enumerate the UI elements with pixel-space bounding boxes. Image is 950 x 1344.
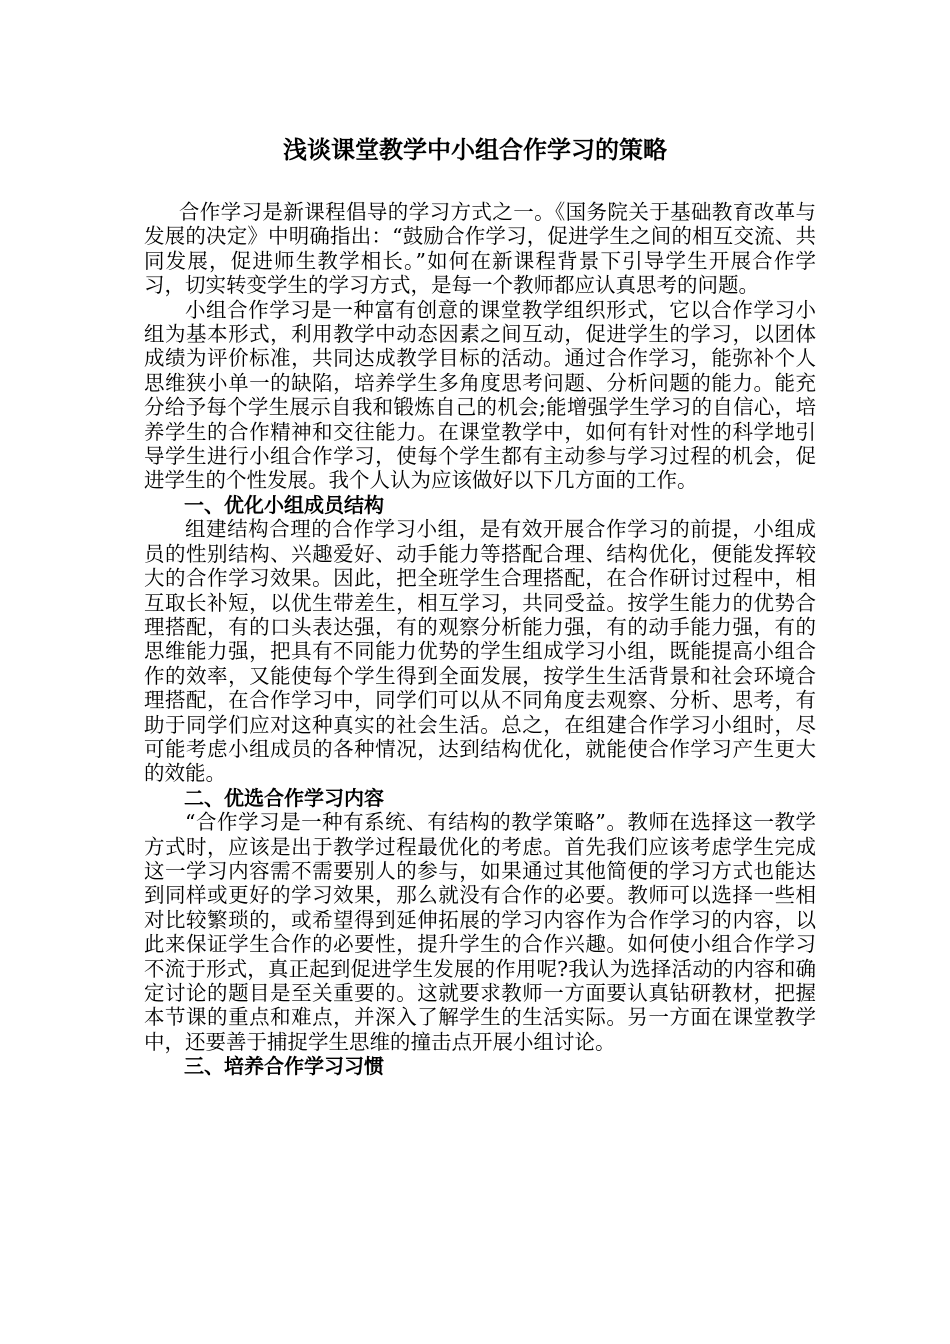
section-2-heading: 二、优选合作学习内容: [184, 785, 384, 810]
section-1-paragraph: 组建结构合理的合作学习小组，是有效开展合作学习的前提，小组成员的性别结构、兴趣爱好、动手能力等搭配合理、结构优化，便能发挥较大的合作学习效果。因此，把全班学生合理搭配，在合作研讨过程中，相互取长补短，以优生带差生，相互学习，共同受益。按学生能力的优势合理搭配，有的口头表达强，有的观察分析能力强，有的动手能力强，有的思维能力强，把具有不同能力优势的学生组成学习小组，既能提高小组合作的效率，又能使每个学生得到全面发展，按学生生活背景和社会环境合理搭配，在合作学习中，同学们可以从不同角度去观察、分析、思考，有助于同学们应对这种真实的社会生活。总之，在组建合作学习小组时，尽可能考虑小组成员的各种情况，达到结构优化，就能使合作学习产生更大的效能。: [144, 517, 816, 786]
section-3-heading: 三、培养合作学习习惯: [184, 1054, 384, 1079]
document-title: 浅谈课堂教学中小组合作学习的策略: [283, 136, 667, 164]
section-2-paragraph: “合作学习是一种有系统、有结构的教学策略”。教师在选择这一教学方式时，应该是出于教学过程最优化的考虑。首先我们应该考虑学生完成这一学习内容需不需要别人的参与，如果通过其他简便的学习方式也能达到同样或更好的学习效果，那么就没有合作的必要。教师可以选择一些相对比较繁琐的，或希望得到延伸拓展的学习内容作为合作学习的内容，以此来保证学生合作的必要性，提升学生的合作兴趣。如何使小组合作学习不流于形式，真正起到促进学生发展的作用呢?我认为选择活动的内容和确定讨论的题目是至关重要的。这就要求教师一方面要认真钻研教材，把握本节课的重点和难点，并深入了解学生的生活实际。另一方面在课堂教学中，还要善于捕捉学生思维的撞击点开展小组讨论。: [144, 810, 816, 1054]
intro-paragraph-2: 小组合作学习是一种富有创意的课堂教学组织形式，它以合作学习小组为基本形式，利用教学中动态因素之间互动，促进学生的学习，以团体成绩为评价标准，共同达成教学目标的活动。通过合作学习，能弥补个人思维狭小单一的缺陷，培养学生多角度思考问题、分析问题的能力。能充分给予每个学生展示自我和锻炼自己的机会;能增强学生学习的自信心，培养学生的合作精神和交往能力。在课堂教学中，如何有针对性的科学地引导学生进行小组合作学习，使每个学生都有主动参与学习过程的机会，促进学生的个性发展。我个人认为应该做好以下几方面的工作。: [144, 297, 816, 493]
document-body: [144, 200, 816, 1079]
intro-paragraph-1: 合作学习是新课程倡导的学习方式之一。《国务院关于基础教育改革与发展的决定》中明确指出：“鼓励合作学习，促进学生之间的相互交流、共同发展，促进师生教学相长。”如何在新课程背景下引导学生开展合作学习，切实转变学生的学习方式，是每一个教师都应认真思考的问题。: [144, 200, 816, 298]
section-1-heading: 一、优化小组成员结构: [184, 492, 384, 517]
